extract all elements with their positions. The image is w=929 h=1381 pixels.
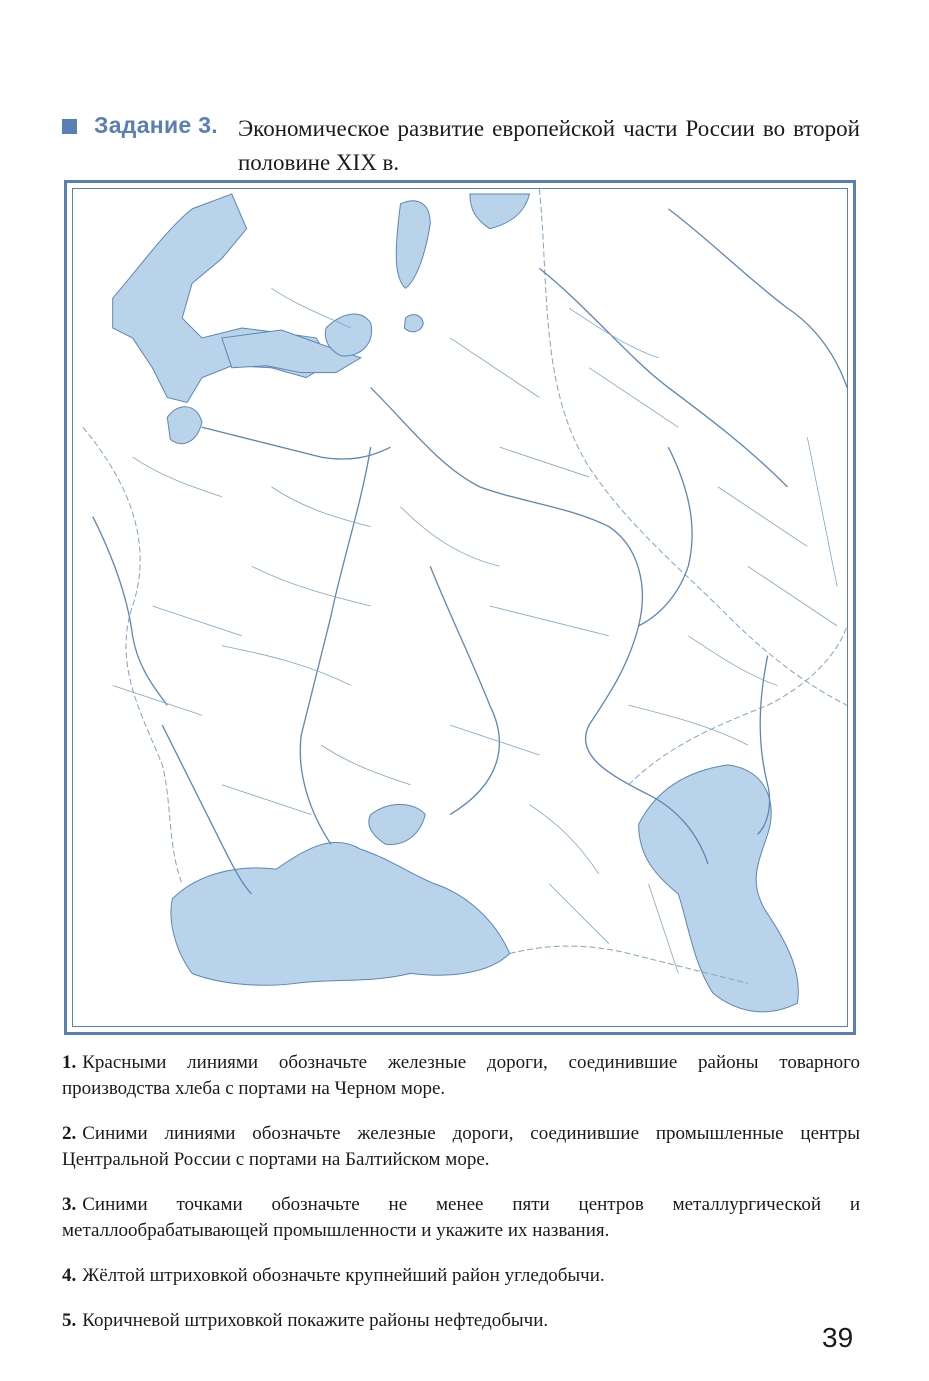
task-item-3 xyxy=(62,1192,860,1244)
task-number: 5. xyxy=(62,1310,77,1331)
don-river xyxy=(430,566,499,814)
task-number: 3. xyxy=(62,1194,77,1215)
task-label: Задание 3. xyxy=(94,112,218,138)
lake-ilmen xyxy=(404,315,423,332)
task-list xyxy=(62,1050,860,1341)
map-drawing xyxy=(73,189,847,1026)
task-text: Жёлтой штриховкой обозначьте крупнейший район угледобычи. xyxy=(82,1265,605,1286)
vistula-river xyxy=(93,517,167,706)
task-item-4 xyxy=(62,1263,860,1289)
white-sea-bay xyxy=(470,194,530,229)
gulf-of-riga xyxy=(167,407,202,444)
volga-river xyxy=(371,388,708,865)
western-dvina-river xyxy=(202,427,391,459)
lake-onega xyxy=(396,201,430,288)
sea-of-azov xyxy=(369,804,425,844)
task-item-1 xyxy=(62,1050,860,1102)
northern-dvina-river xyxy=(539,268,787,486)
task-text: Коричневой штриховкой покажите районы нефтедобычи. xyxy=(82,1310,549,1331)
task-number: 1. xyxy=(62,1052,77,1073)
pechora-river xyxy=(668,209,847,388)
lake-ladoga xyxy=(325,314,371,356)
task-number: 2. xyxy=(62,1123,77,1144)
task-title: Экономическое развитие европейской части России во второй половине XIX в. xyxy=(238,116,860,175)
caspian-sea xyxy=(639,765,799,1012)
task-text: Синими линиями обозначьте железные дороги, соединившие промышленные центры Центральной России с портами на Балтийском море. xyxy=(62,1123,860,1170)
page-number: 39 xyxy=(822,1322,854,1353)
black-sea xyxy=(171,842,510,985)
dnieper-river xyxy=(300,447,370,844)
contour-map-area xyxy=(72,188,848,1027)
task-item-2 xyxy=(62,1121,860,1173)
task-text: Красными линиями обозначьте железные дороги, соединившие районы товарного производства хлеба с портами на Черном море. xyxy=(62,1052,860,1099)
task-text: Синими точками обозначьте не менее пяти центров металлургической и металлообрабатывающей промышленности и укажите их названия. xyxy=(62,1194,860,1241)
contour-map xyxy=(64,180,856,1035)
task-number: 4. xyxy=(62,1265,77,1286)
task-item-5 xyxy=(62,1308,860,1334)
square-marker-icon xyxy=(62,119,77,134)
